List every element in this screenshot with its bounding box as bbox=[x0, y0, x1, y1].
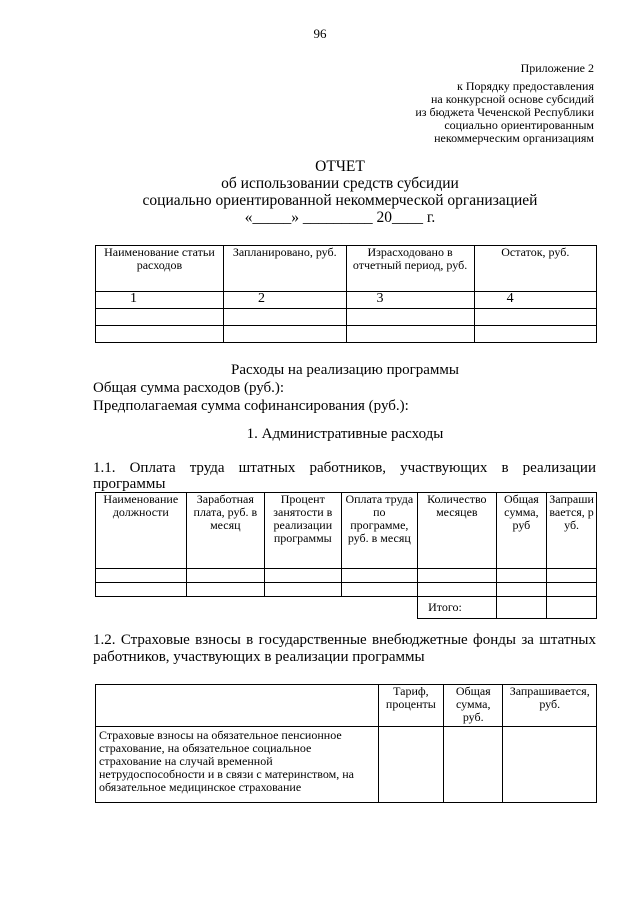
table-cell bbox=[496, 569, 547, 583]
table2-total-label: Итого: bbox=[418, 597, 497, 619]
table-cell bbox=[547, 569, 597, 583]
table-cell bbox=[474, 326, 596, 343]
section1-title: 1. Административные расходы bbox=[246, 426, 444, 442]
table1-number: 3 bbox=[346, 292, 474, 309]
table1-number: 1 bbox=[96, 292, 224, 309]
table1-number: 4 bbox=[474, 292, 596, 309]
table2-header: Заработная плата, руб. в месяц bbox=[186, 493, 264, 569]
table2-total-sum bbox=[496, 597, 547, 619]
table1-header: Запланировано, руб. bbox=[223, 246, 346, 292]
expenses-cofinancing: Предполагаемая сумма софинансирования (руб.): bbox=[93, 398, 409, 414]
section12-heading: 1.2. Страховые взносы в государственные внебюджетные фонды за штатных bbox=[93, 632, 596, 648]
page-number: 96 bbox=[313, 26, 327, 41]
table1-header: Наименование статьи расходов bbox=[96, 246, 224, 292]
table2-header: Оплата труда по программе, руб. в месяц bbox=[341, 493, 418, 569]
table3-header bbox=[96, 685, 379, 727]
table-cell bbox=[496, 583, 547, 597]
table2-header: Наименование должности bbox=[96, 493, 187, 569]
table2-header: Запрашивается, руб. bbox=[547, 493, 597, 569]
table-cell bbox=[346, 309, 474, 326]
table-cell bbox=[474, 309, 596, 326]
section11-heading-cont: программы bbox=[93, 476, 166, 492]
table2-header: Процент занятости в реализации программы bbox=[265, 493, 342, 569]
table2-total-requested bbox=[547, 597, 597, 619]
table-cell bbox=[96, 309, 224, 326]
report-subtitle: об использовании средств субсидии bbox=[221, 175, 459, 192]
table-cell bbox=[444, 727, 503, 803]
appendix-line: на конкурсной основе субсидий bbox=[430, 92, 594, 106]
appendix-line: из бюджета Чеченской Республики bbox=[415, 105, 594, 119]
report-title-block bbox=[80, 158, 600, 226]
table-cell bbox=[265, 583, 342, 597]
table-spacer bbox=[96, 597, 418, 619]
table2-header: Общая сумма, руб bbox=[496, 493, 547, 569]
table-cell bbox=[346, 326, 474, 343]
table3-header: Тариф, проценты bbox=[378, 685, 443, 727]
table-cell bbox=[378, 727, 443, 803]
report-subtitle: социально ориентированной некоммерческой организацией bbox=[142, 192, 538, 209]
section11-heading: 1.1. Оплата труда штатных работников, участвующих в реализации bbox=[93, 460, 596, 476]
report-title: ОТЧЕТ bbox=[315, 158, 365, 175]
table-cell bbox=[265, 569, 342, 583]
section12-heading-cont: работников, участвующих в реализации программы bbox=[93, 649, 425, 665]
table1-header: Израсходовано в отчетный период, руб. bbox=[346, 246, 474, 292]
expenses-title: Расходы на реализацию программы bbox=[231, 362, 459, 378]
table1-number: 2 bbox=[223, 292, 346, 309]
appendix-line: некоммерческим организациям bbox=[434, 131, 594, 145]
insurance-table bbox=[95, 684, 597, 803]
table1-header: Остаток, руб. bbox=[474, 246, 596, 292]
table-cell bbox=[418, 569, 497, 583]
subsidy-usage-table bbox=[95, 245, 597, 343]
table-cell bbox=[418, 583, 497, 597]
table-cell bbox=[186, 569, 264, 583]
appendix-line: к Порядку предоставления bbox=[456, 79, 594, 93]
table2-header: Количество месяцев bbox=[418, 493, 497, 569]
appendix-title: Приложение 2 bbox=[520, 61, 594, 75]
appendix-line: социально ориентированным bbox=[444, 118, 594, 132]
expenses-total: Общая сумма расходов (руб.): bbox=[93, 380, 285, 396]
appendix-block bbox=[330, 62, 594, 145]
table-cell bbox=[503, 727, 597, 803]
table-cell bbox=[341, 583, 418, 597]
table-cell bbox=[96, 583, 187, 597]
table-cell bbox=[96, 569, 187, 583]
report-date-line: «_____» _________ 20____ г. bbox=[244, 209, 436, 226]
table3-header: Запрашивается, руб. bbox=[503, 685, 597, 727]
table-cell bbox=[186, 583, 264, 597]
table-cell bbox=[223, 309, 346, 326]
table-cell bbox=[96, 326, 224, 343]
table3-header: Общая сумма, руб. bbox=[444, 685, 503, 727]
table3-row-label: Страховые взносы на обязательное пенсионное страхование, на обязательное социальное страхование на случай временной нетрудоспособности и в связи с материнством, на обязательное медицинское страхование bbox=[96, 727, 379, 803]
salary-table bbox=[95, 492, 597, 619]
table-cell bbox=[547, 583, 597, 597]
table-cell bbox=[341, 569, 418, 583]
table-cell bbox=[223, 326, 346, 343]
